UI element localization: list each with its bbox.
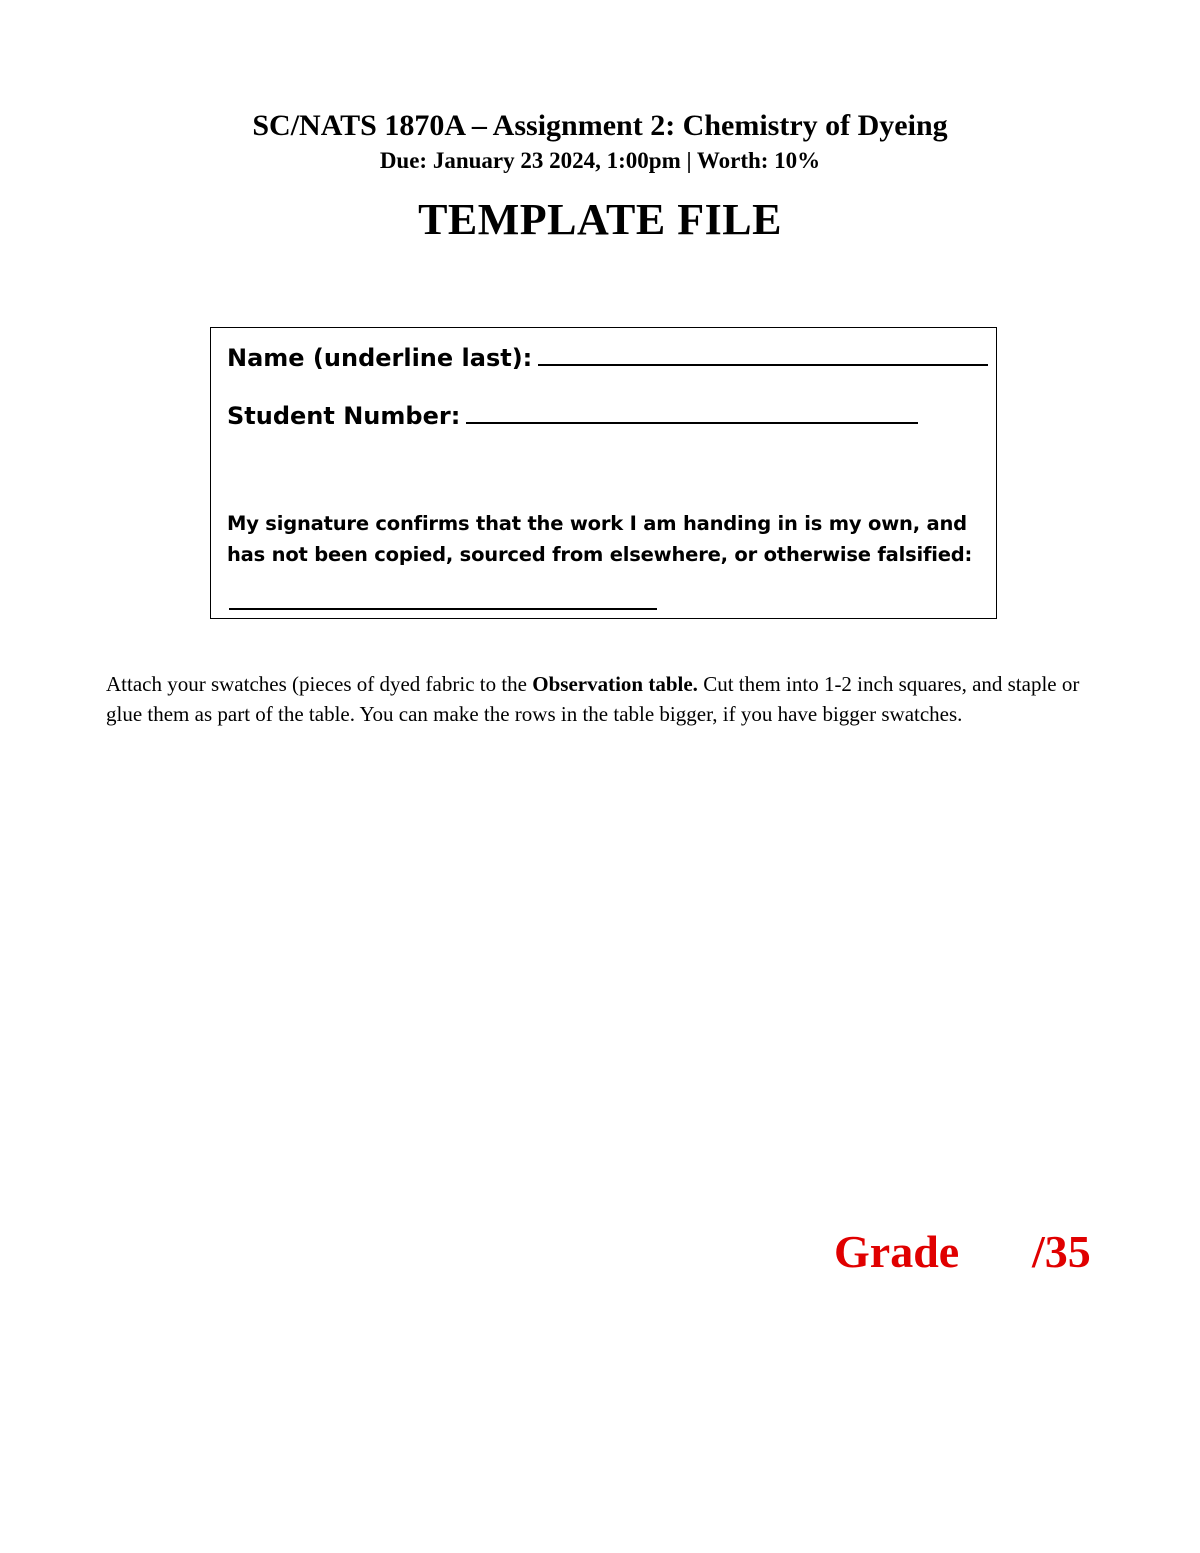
student-number-row [227,398,918,432]
swatch-instructions [106,670,1096,729]
name-field-row [227,340,988,374]
assignment-title: SC/NATS 1870A – Assignment 2: Chemistry of Dyeing [252,109,948,142]
name-blank-line[interactable] [538,340,988,366]
observation-table-reference: Observation table. [532,672,698,696]
name-label: Name (underline last): [227,344,533,372]
signature-declaration: My signature confirms that the work I am handing in is my own, and has not been copied, sourced from elsewhere, or otherwise falsified: [227,512,973,566]
instructions-text-end: Cut them into 1-2 inch squares, and staple or glue them as part of the table. You can make the rows in the table bigger, if you have bigger swatches. [106,672,1080,726]
student-info-box [210,327,997,619]
grade-box [834,1223,1091,1283]
student-number-blank-line[interactable] [466,398,918,424]
grade-total: /35 [1032,1226,1091,1277]
signature-blank-line[interactable] [229,590,657,610]
grade-label: Grade [834,1226,960,1277]
due-date-line: Due: January 23 2024, 1:00pm | Worth: 10% [379,148,821,173]
template-file-heading: TEMPLATE FILE [418,195,782,244]
student-number-label: Student Number: [227,402,461,430]
instructions-text-start: Attach your swatches (pieces of dyed fabric to the [106,672,533,696]
